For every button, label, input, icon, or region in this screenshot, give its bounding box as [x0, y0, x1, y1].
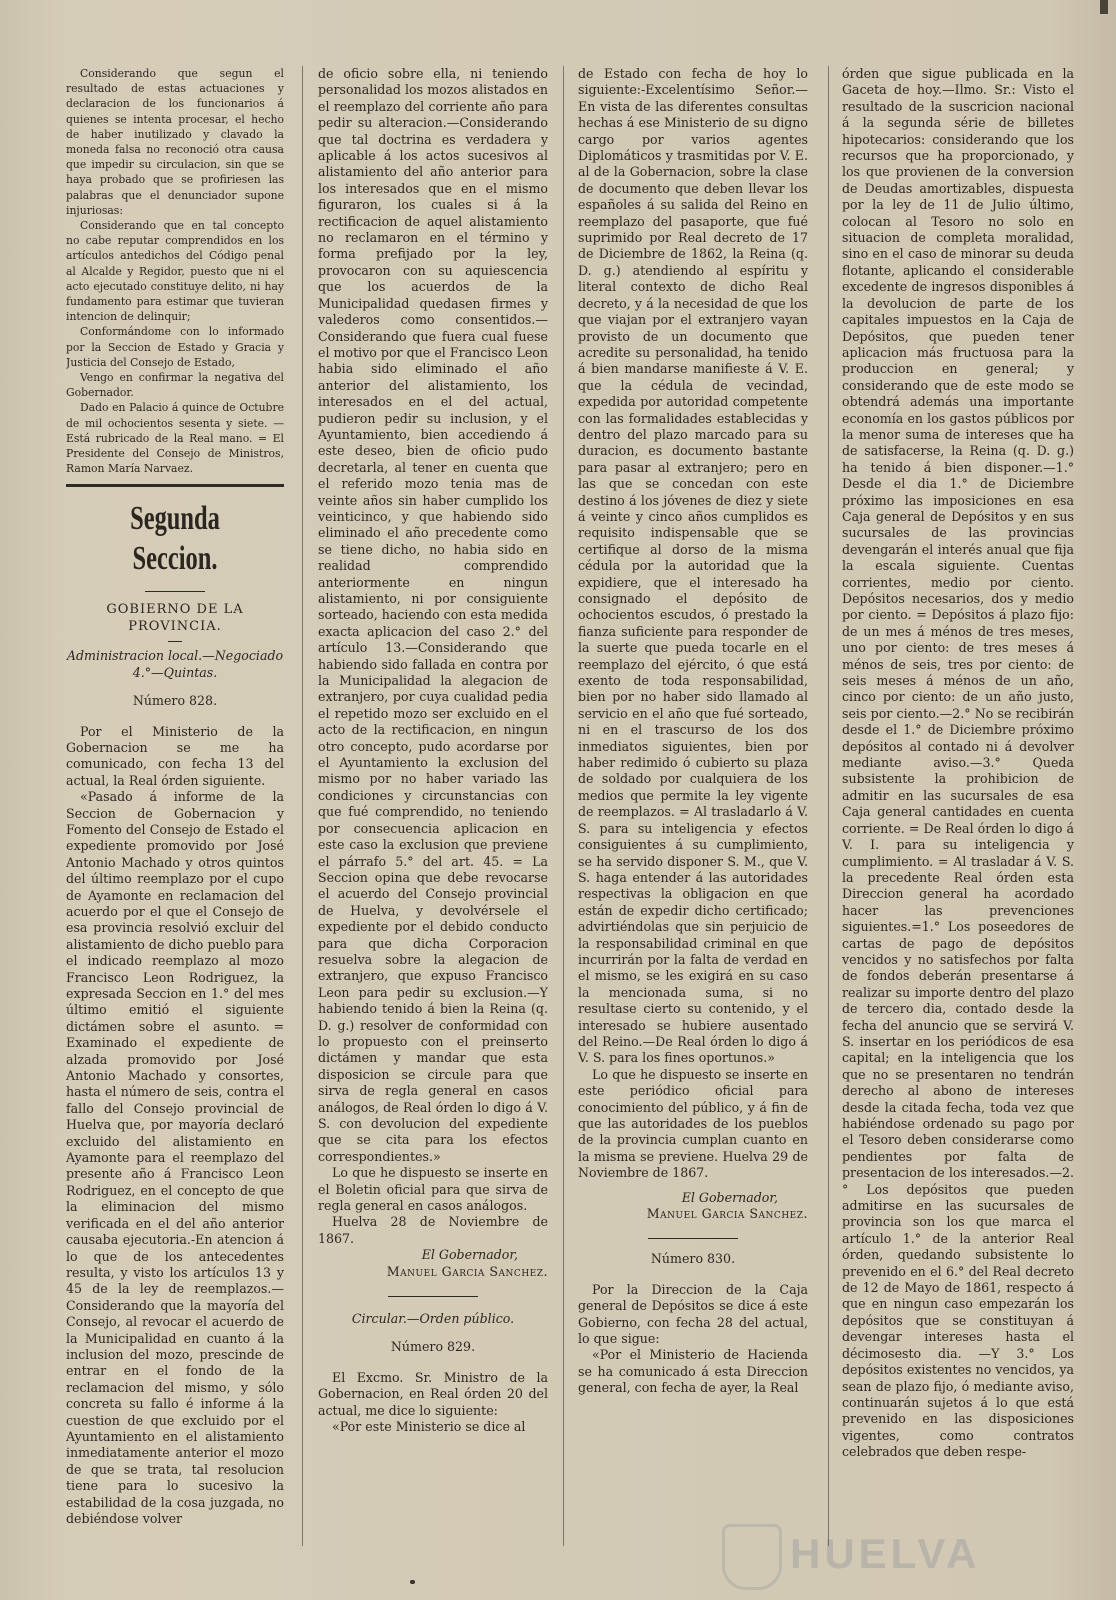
paragraph: El Excmo. Sr. Ministro de la Gobernacion, en Real órden 20 del actual, me dice lo siguiente: — [318, 1369, 548, 1418]
short-divider — [145, 591, 205, 592]
library-seal-icon — [722, 1524, 782, 1590]
paragraph: Dado en Palacio á quince de Octubre de mil ochocientos sesenta y siete. —Está rubricado de la Real mano. = El Presidente del Consejo de Ministros, Ramon María Narvaez. — [66, 401, 284, 476]
short-divider — [388, 1296, 478, 1297]
paragraph: «Por este Ministerio se dice al — [332, 1419, 526, 1435]
column-1 — [66, 66, 284, 1566]
paragraph: Huelva 28 de Noviembre de 1867. — [318, 1214, 548, 1246]
page-edge-mark — [1100, 0, 1108, 14]
paragraph: Lo que he dispuesto se inserte en el Boletin oficial para que sirva de regla general en casos análogos. — [318, 1165, 548, 1214]
short-divider — [648, 1238, 738, 1239]
signature-name: Manuel Garcia Sanchez. — [386, 1263, 548, 1279]
paragraph: Considerando que en tal concepto no cabe reputar comprendidos en los artículos antedichos del Código penal al Alcalde y Regidor, puesto que ni el acto ejecutado constituye delito, ni hay fundamento para estimar que tuvieran intencion de delinquir; — [66, 219, 284, 324]
article-number: Número 829. — [390, 1339, 476, 1355]
paragraph: «Por el Ministerio de Hacienda se ha comunicado á esta Direccion general, con fecha de ayer, la Real — [578, 1347, 808, 1396]
column-divider — [302, 66, 303, 1546]
column-2 — [318, 66, 548, 1566]
paragraph: Conformándome con lo informado por la Seccion de Estado y Gracia y Justicia del Consejo de Estado, — [66, 325, 284, 369]
paragraph: de oficio sobre ella, ni teniendo personalidad los mozos alistados en el reemplazo del corriente año para pedir su alteracion.—Considerando que tal doctrina es verdadera y aplicable á los actos sucesivos al alistamiento del año anterior para los interesados que en el mismo figuraron, los cuales si á la rectificacion de aquel alistamiento no reclamaron en el término y forma prefijado por la ley, provocaron con su aquiescencia que los acuerdos de la Municipalidad quedasen firmes y valederos como consentidos.—Considerando que fuera cual fuese el motivo por que el Francisco Leon habia sido eliminado el año anterior del alistamiento, los interesados en el del actual, pudieron pedir su inclusion, y el Ayuntamiento, bien accediendo á este deseo, bien de oficio pudo decretarla, al tener en cuenta que el referido mozo tenia mas de veinte años sin haber cumplido los veinticinco, y que habiendo sido eliminado el año precedente como se tiene dicho, no habia sido en realidad comprendido anteriormente en ningun alistamiento, ni por consiguiente sorteado, haciendo con esta medida exacta aplicacion del caso 2.° del artículo 13.—Considerando que habiendo sido fallada en contra por la Municipalidad la alegacion de extranjero, por cuya cualidad pedia el repetido mozo ser excluido en el acto de la rectificacion, en ningun otro concepto, pudo acordarse por el Ayuntamiento la exclusion del mismo por no haber variado las condiciones y circunstancias con que fué comprendido, no teniendo por consecuencia aplicacion en este caso la exclusion que previene el párrafo 5.° del art. 45. = La Seccion opina que debe revocarse el acuerdo del Consejo provincial de Huelva, y devolvérsele el expediente por el debido conducto para que dicha Corporacion resuelva sobre la alegacion de extranjero, que expuso Francisco Leon para pedir su exclusion.—Y habiendo tenido á bien la Reina (q. D. g.) resolver de conformidad con lo propuesto con el preinserto dictámen y mandar que esta disposicion se circule para que sirva de regla general en casos análogos, de Real órden lo digo á V. S. con devolucion del expediente que se cita para los efectos correspondientes.» — [318, 66, 548, 1164]
column-divider — [828, 66, 829, 1546]
column-divider — [563, 66, 564, 1546]
signature-title: El Gobernador, — [681, 1189, 778, 1205]
article-number: Número 830. — [650, 1251, 736, 1267]
watermark: HUELVA — [790, 1530, 981, 1577]
column-3 — [578, 66, 808, 1566]
ink-mark — [410, 1580, 415, 1584]
paragraph: Considerando que segun el resultado de estas actuaciones y declaracion de los funcionarios á quienes se intenta procesar, el hecho de haber inutilizado y clavado la moneda falsa no reconoció otra causa que impedir su circulacion, sin que se haya probado que se profiriesen las palabras que el denunciador supone injuriosas: — [66, 67, 284, 217]
paragraph: Por la Direccion de la Caja general de Depósitos se dice á este Gobierno, con fecha 28 del actual, lo que sigue: — [578, 1281, 808, 1347]
paragraph: Por el Ministerio de la Gobernacion se me ha comunicado, con fecha 13 del actual, la Real órden siguiente. — [66, 723, 284, 788]
paragraph: Lo que he dispuesto se inserte en este periódico oficial para conocimiento del público, y á fin de que las autoridades de los pueblos de la provincia cumplan cuanto en la misma se previene. Huelva 29 de Noviembre de 1867. — [578, 1066, 808, 1181]
short-divider — [168, 641, 182, 642]
government-heading: GOBIERNO DE LA PROVINCIA. — [106, 602, 244, 634]
paragraph: «Pasado á informe de la Seccion de Gobernacion y Fomento del Consejo de Estado el expediente promovido por José Antonio Machado y otros quintos del último reemplazo por el cupo de Ayamonte en reclamacion del acuerdo por el que el Consejo de esa provincia resolvió excluir del alistamiento de dicho pueblo para el indicado reemplazo al mozo Francisco Leon Rodriguez, la expresada Seccion en 1.° del mes último emitió el siguiente dictámen sobre el asunto. = Examinado el expediente de alzada promovido por José Antonio Machado y consortes, hasta el número de seis, contra el fallo del Consejo provincial de Huelva que, por mayoría declaró excluido del alistamiento en Ayamonte para el reemplazo del presente año á Francisco Leon Rodriguez, en el concepto de que la eliminacion del mismo verificada en el del año anterior causaba ejecutoria.-En atencion á lo que de los antecedentes resulta, y visto los artículos 13 y 45 de la ley de reemplazos.—Considerando que la mayoría del Consejo, al revocar el acuerdo de la Municipalidad en cuanto á la inclusion del mozo, prescinde de entrar en el fondo de la reclamacion del mismo, y sólo concreta su fallo é informe á la cuestion de que excluido por el Ayuntamiento en el alistamiento inmediatamente anterior el mozo de que se trata, tal resolucion tiene para lo sucesivo la estabilidad de la cosa juzgada, no debiéndose volver — [66, 789, 284, 1527]
signature-name: Manuel Garcia Sanchez. — [646, 1206, 808, 1222]
paragraph: de Estado con fecha de hoy lo siguiente:-Excelentísimo Señor.— En vista de las diferentes consultas hechas á ese Ministerio de su digno cargo por varios agentes Diplomáticos y trasmitidas por V. E. al de la Gobernacion, sobre la clase de documento que deben llevar los españoles á su salida del Reino en reemplazo del pasaporte, que fué suprimido por Real decreto de 17 de Diciembre de 1862, la Reina (q. D. g.) atendiendo al espíritu y literal contexto de dicho Real decreto, y á la necesidad de que los que viajan por el extranjero vayan provisto de un documento que acredite su personalidad, ha tenido á bien mandarse manifieste á V. E. que la cédula de vecindad, expedida por autoridad competente con las formalidades establecidas y dentro del plazo marcado para su duracion, es documento bastante para pasar al extranjero; pero en las que se concedan con este destino á los jóvenes de diez y siete á veinte y cinco años cumplidos es requisito indispensable que se certifique al dorso de la misma cédula por la autoridad que la expidiere, que el interesado ha consignado el depósito de ochocientos escudos, ó prestado la fianza suficiente para responder de la suerte que pueda tocarle en el reemplazo del ejército, ó que está exento de toda responsabilidad, bien por no haber sido llamado al servicio en el año que fué sorteado, ni en el trascurso de los dos inmediatos siguientes, bien por haber redimido ó cubierto su plaza de soldado por cualquiera de los medios que permite la ley vigente de reemplazos. = Al trasladarlo á V. S. para su inteligencia y efectos consiguientes á su cumplimiento, se ha servido disponer S. M., que V. S. haga entender á las autoridades respectivas la obligacion en que están de expedir dicho certificado; advirtiéndolas que sin perjuicio de la responsabilidad criminal en que incurrirán por la falta de verdad en el mismo, se les exigirá en su caso la mencionada suma, si no resultase cierto su contenido, y el interesado se hubiere ausentado del Reino.—De Real órden lo digo á V. S. para los fines oportunos.» — [578, 66, 808, 1066]
paragraph: Vengo en confirmar la negativa del Gobernador. — [66, 371, 284, 400]
section-divider — [66, 484, 284, 487]
article-number: Número 828. — [132, 693, 218, 709]
subheading: Administracion local.—Negociado 4.°—Quintas. — [66, 648, 284, 680]
circular-heading: Circular.—Orden público. — [351, 1311, 515, 1327]
paragraph: órden que sigue publicada en la Gaceta de hoy.—Ilmo. Sr.: Visto el resultado de la suscricion nacional á la segunda série de billetes hipotecarios: considerando que los recursos que ha proporcionado, y los que provienen de la conversion de Deudas amortizables, dispuesta por la ley de 11 de Julio último, colocan al Tesoro no solo en situacion de completa moralidad, sino en el caso de minorar su deuda flotante, aplicando el considerable excedente de ingresos disponibles á la devolucion de parte de los capitales impuestos en la Caja de Depósitos, que pueden tener aplicacion más fructuosa para la produccion en general; y considerando que de este modo se obtendrá además una importante economía en los gastos públicos por la menor suma de intereses que ha de satisfacerse, la Reina (q. D. g.) ha tenido á bien disponer.—1.° Desde el dia 1.° de Diciembre próximo las imposiciones en esa Caja general de Depósitos y en sus sucursales de las provincias devengarán el interés anual que fija la escala siguiente. Cuentas corrientes, medio por ciento. Depósitos necesarios, dos y medio por ciento. = Depósitos á plazo fijo: de un mes á ménos de tres meses, uno por ciento: de tres meses á ménos de seis, tres por ciento: de seis meses á ménos de un año, cinco por ciento: de un año justo, seis por ciento.—2.° No se recibirán desde el 1.° de Diciembre próximo depósitos al contado ni á devolver mediante aviso.—3.° Queda subsistente la prohibicion de admitir en las sucursales de esa Caja general cantidades en cuenta corriente. = De Real órden lo digo á V. I. para su inteligencia y cumplimiento. = Al trasladar á V. S. la precedente Real órden esta Direccion general ha acordado hacer las prevenciones siguientes.=1.° Los poseedores de cartas de pago de depósitos vencidos y no satisfechos por falta de fondos deberán presentarse á realizar su importe dentro del plazo de tercero dia, contado desde la fecha del anuncio que se servirá V. S. insertar en los periódicos de esa capital; en la inteligencia que los que no se presentaren no tendrán derecho al abono de intereses desde la citada fecha, toda vez que habiéndose ordenado su pago por el Tesoro deben considerarse como pendientes por falta de presentacion de los interesados.—2.° Los depósitos que pueden admitirse en las sucursales de provincia son los que marca el artículo 1.° de la anterior Real órden, quedando subsistente lo prevenido en el 6.° del Real decreto de 12 de Mayo de 1861, respecto á que en ningun caso empezarán los depósitos que se constituyan á devengar intereses hasta el décimosesto dia. —Y 3.° Los depósitos existentes no vencidos, ya sean de plazo fijo, ó mediante aviso, continuarán sujetos á lo que está prevenido en las disposiciones vigentes, como contratos celebrados que deben respe- — [842, 66, 1074, 1460]
section-title: Segunda Seccion. — [130, 500, 220, 578]
column-4 — [842, 66, 1074, 1566]
signature-title: El Gobernador, — [421, 1247, 518, 1263]
